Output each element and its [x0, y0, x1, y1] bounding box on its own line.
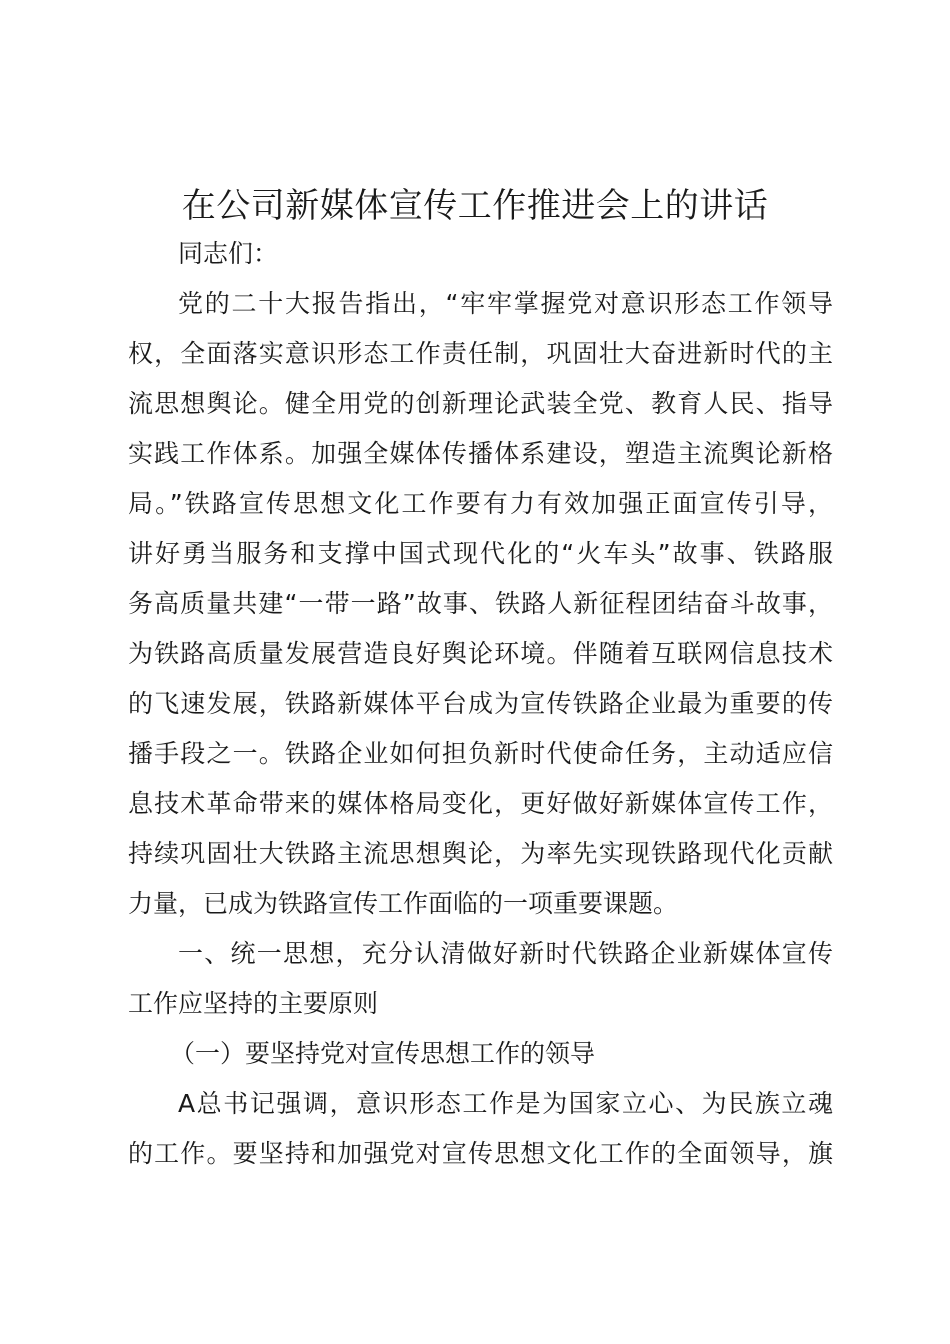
paragraph-line: 的工作。要坚持和加强党对宣传思想文化工作的全面领导，旗	[128, 1139, 833, 1168]
paragraph-line: 党的二十大报告指出，“牢牢掌握党对意识形态工作领导	[178, 289, 833, 318]
paragraph-line: 息技术革命带来的媒体格局变化，更好做好新媒体宣传工作，	[128, 789, 833, 818]
paragraph-line: 务高质量共建“一带一路”故事、铁路人新征程团结奋斗故事，	[128, 589, 833, 618]
salutation: 同志们：	[178, 239, 279, 268]
paragraph-line: 力量，已成为铁路宣传工作面临的一项重要课题。	[128, 889, 679, 918]
paragraph-line: 播手段之一。铁路企业如何担负新时代使命任务，主动适应信	[128, 739, 833, 768]
subsection-1-heading: （一）要坚持党对宣传思想工作的领导	[170, 1039, 596, 1068]
document-title: 在公司新媒体宣传工作推进会上的讲话	[181, 186, 769, 226]
paragraph-line: 流思想舆论。健全用党的创新理论武装全党、教育人民、指导	[128, 389, 833, 418]
paragraph-line: 为铁路高质量发展营造良好舆论环境。伴随着互联网信息技术	[128, 639, 833, 668]
paragraph-line: 讲好勇当服务和支撑中国式现代化的“火车头”故事、铁路服	[128, 539, 833, 568]
heading-line: 工作应坚持的主要原则	[128, 989, 379, 1018]
paragraph-line: A总书记强调，意识形态工作是为国家立心、为民族立魂	[178, 1089, 833, 1118]
paragraph-line: 实践工作体系。加强全媒体传播体系建设，塑造主流舆论新格	[128, 439, 833, 468]
paragraph-line: 权，全面落实意识形态工作责任制，巩固壮大奋进新时代的主	[128, 339, 833, 368]
paragraph-line: 局。”铁路宣传思想文化工作要有力有效加强正面宣传引导，	[128, 489, 833, 518]
paragraph-line: 的飞速发展，铁路新媒体平台成为宣传铁路企业最为重要的传	[128, 689, 833, 718]
paragraph-line: 持续巩固壮大铁路主流思想舆论，为率先实现铁路现代化贡献	[128, 839, 833, 868]
heading-line: 一、统一思想，充分认清做好新时代铁路企业新媒体宣传	[178, 939, 833, 968]
